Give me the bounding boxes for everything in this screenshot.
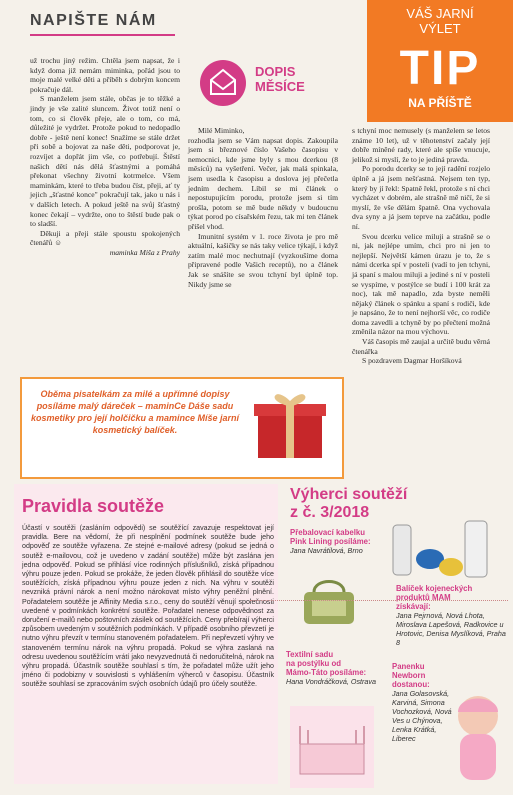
winner-group: Balíček kojeneckých produktů MAM získávají: Jana Pejrnová, Nová Lhota, Miroslava Lapešová, Radkovice u Hrotovic, Denisa Myslíková, Praha 8: [396, 584, 506, 647]
tip-word: TIP: [399, 42, 481, 95]
signature: maminka Miša z Prahy: [109, 247, 180, 257]
letter-column-3: s tchyní moc nemusely (s manželem se letos známe 10 let), už v těhotenství začaly její dobře míněné rady, které ale spíše vnucuje, jelikož si myslí, že to je jediná pravda. Po porodu dcerky se to její radění rozjelo úplně a já jsem nešťastná. Nejsem ten typ, který by jí řekl: Spatně řekl, protože s ní chci vycházet v dobrém, ale strašně mě ničí, že si myslí, že vše dělám špatně. Ona vychovala dva syny a já jsem teprve na začátku, podle ní. Svou dcerku velice miluji a strašně se o ni, jak nejlépe umím, chci pro ni jen to nejlepší. Největší kámen úrazu je to, že s námi dcerka spí v posteli (vadí to jen tchyni, já spaní s malou miluji a jediné s ní v posteli se vyspíme, v postýlce se budí i 100 krát za noc), tak mě napadlo, zda byste neměli nějaký článek o spánku a spaní s rodiči, kde je napsáno, že to není nejhorší věc, co rodiče doma zavedli a tchyně by po přečtení možná změnila názor na mou výchovu. Váš časopis mě zaujal a určitě budu věrná čtenářka S pozdravem Dagmar Horšíková: [352, 126, 490, 366]
title-underline: [30, 34, 175, 36]
doll-image: [450, 690, 506, 789]
rules-title: Pravidla soutěže: [22, 496, 165, 516]
tip-subtitle: NA PŘÍŠTĚ: [408, 96, 472, 110]
crib-image: [290, 706, 374, 793]
winner-group: Panenku Newborn dostanou: Jana Golasovská, Karviná, Simona Vochozková, Nová Ves u Chýnova, Lenka Krátká, Liberec: [392, 662, 452, 743]
letter-column-1: už trochu jiný režim. Chtěla jsem napsat, že i když doma již nemám miminka, pořád jsou to moje malé velké děti a příběh s dobrým koncem pokračuje dál. S manželem jsem stále, občas je to těžké a jindy je vše zalité sluncem. Život totiž není o tom, co si člověk přeje, ale o tom, co má, důležité je vydržet. Protože pokud to nedopadlo dobře - ještě není konec! Snažíme se stále držet při sobě a bojovat za naše děti, podporovat je, rozvíjet a dopřát jim vše, co potřebují. Štěstí našich dětí nás dělá šťastnými a pomáhá překonat všechny životní kotrmelce. Všem maminkám, které to třeba budou číst, přeji, ať ty jejich „šťastné konce" pokračují tak, jako u nás i v dalších letech. A pokud ještě na svůj šťastný konec čekají – vydržte, ono to štěstí bude pak o to sladší. Děkuji a přeji stále spoustu spokojených čtenářů ☺ maminka Miša z Prahy: [30, 56, 180, 257]
winner-group: Přebalovací kabelku Pink Lining posíláme: Jana Navrátilová, Brno: [290, 528, 371, 555]
bottles-image: [385, 515, 495, 590]
winner-group: Textilní sadu na postýlku od Mámo-Táto posíláme: Hana Vondráčková, Ostrava: [286, 650, 377, 686]
dopis-mesice-title: DOPIS MĚSÍCE: [255, 64, 305, 94]
bag-image: [300, 574, 358, 631]
letter-column-2: Milé Miminko, rozhodla jsem se Vám napsat dopis. Zakoupila jsem si březnové číslo Vašeho časopisu v nemocnici, kde jsme byly s mou dcerkou (8 měsíců) na vyšetření. Večer, jak malá spinkala, jsem usedla k časopisu a doslova jej přečetla jedním dechem. Líbil se mi článek o nepostupujícím porodu, protože jsem si tím prošla, potom se mě bude někdy v budoucnu týkat porod po císařském řezu, tak mi ten článek přišel vhod. Imunitní systém v 1. roce života je pro mě aktuální, kašičky se nás taky velice týkají, i když zatím malé moc nechutnají (vyzkoušíme doma připravené podle Vašich receptů), no a článek Jak se snášíte se svou tchyní byl úplně top. Nikdy jsme se: [188, 126, 338, 289]
winners-title: Výherci soutěží z č. 3/2018: [290, 486, 408, 521]
gift-text: Oběma pisatelkám za milé a upřímné dopisy posíláme malý dáreček – maminCe Dáše sadu kosmetiky pro její holčičku a mamince Míše jarní kosmetický balíček.: [30, 389, 240, 435]
divider: [250, 600, 508, 602]
rules-text: Účastí v soutěži (zasláním odpovědi) se soutěžící zavazuje respektovat její pravidla. Bere na vědomí, že při nesplnění podmínek soutěže bude jeho odpověď ze soutěže vyřazena. Ze stejné e-mailové adresy (pokud se jedná o soutěž e-mailovou, což je uvedeno v zadání soutěže) může být zaslána jen jedna odpověď. Pokud se přihlásí více rodinných příslušníků, získá případnou výhru pouze jeden. Pokud se prokáže, že jeden člověk přihlásil do soutěže více soutěžících, získá případnou výhru pouze jeden z nich. Na výhru v soutěži nevzniká právní nárok a není možno nárokovat místo výhry peněžní plnění. Pořadatelem soutěže je Affinity Media s.r.o., ceny do soutěží věnují společnosti uvedené v podmínkách konkrétní soutěže. Pořadatel nenese odpovědnost za doručení e-mailů nebo poštovních zásilek od soutěžících. Ceny přebírají výherci způsobem uvedeným v soutěžních podmínkách. V případě osobního převzetí je nutno výhru převzít v termínu stanoveném pořadatelem. Při nepřevzetí výhry ve stanoveném termínu nárok na výhru propadá. Pokud se výhra zaslaná na odresu uvedenou soutěžícím vrátí jako nevyzvednutá či nedoručitelná, nárok na výhru propadá. Účastník soutěže souhlasí s tím, že pořadatel může užít jeho jméno či podobizny v souvislosti s vyhlášením výherců v časopisu. Účastník soutěže souhlasí se zpracováním svých osobních údajů pro účely soutěže.: [22, 524, 274, 689]
gift-box-image: [250, 390, 330, 473]
tip-kicker: VÁŠ JARNÍ VÝLET: [406, 6, 474, 36]
signature: S pozdravem Dagmar Horšíková: [362, 356, 462, 366]
envelope-icon: [200, 60, 246, 106]
section-title: NAPIŠTE NÁM: [30, 12, 157, 29]
